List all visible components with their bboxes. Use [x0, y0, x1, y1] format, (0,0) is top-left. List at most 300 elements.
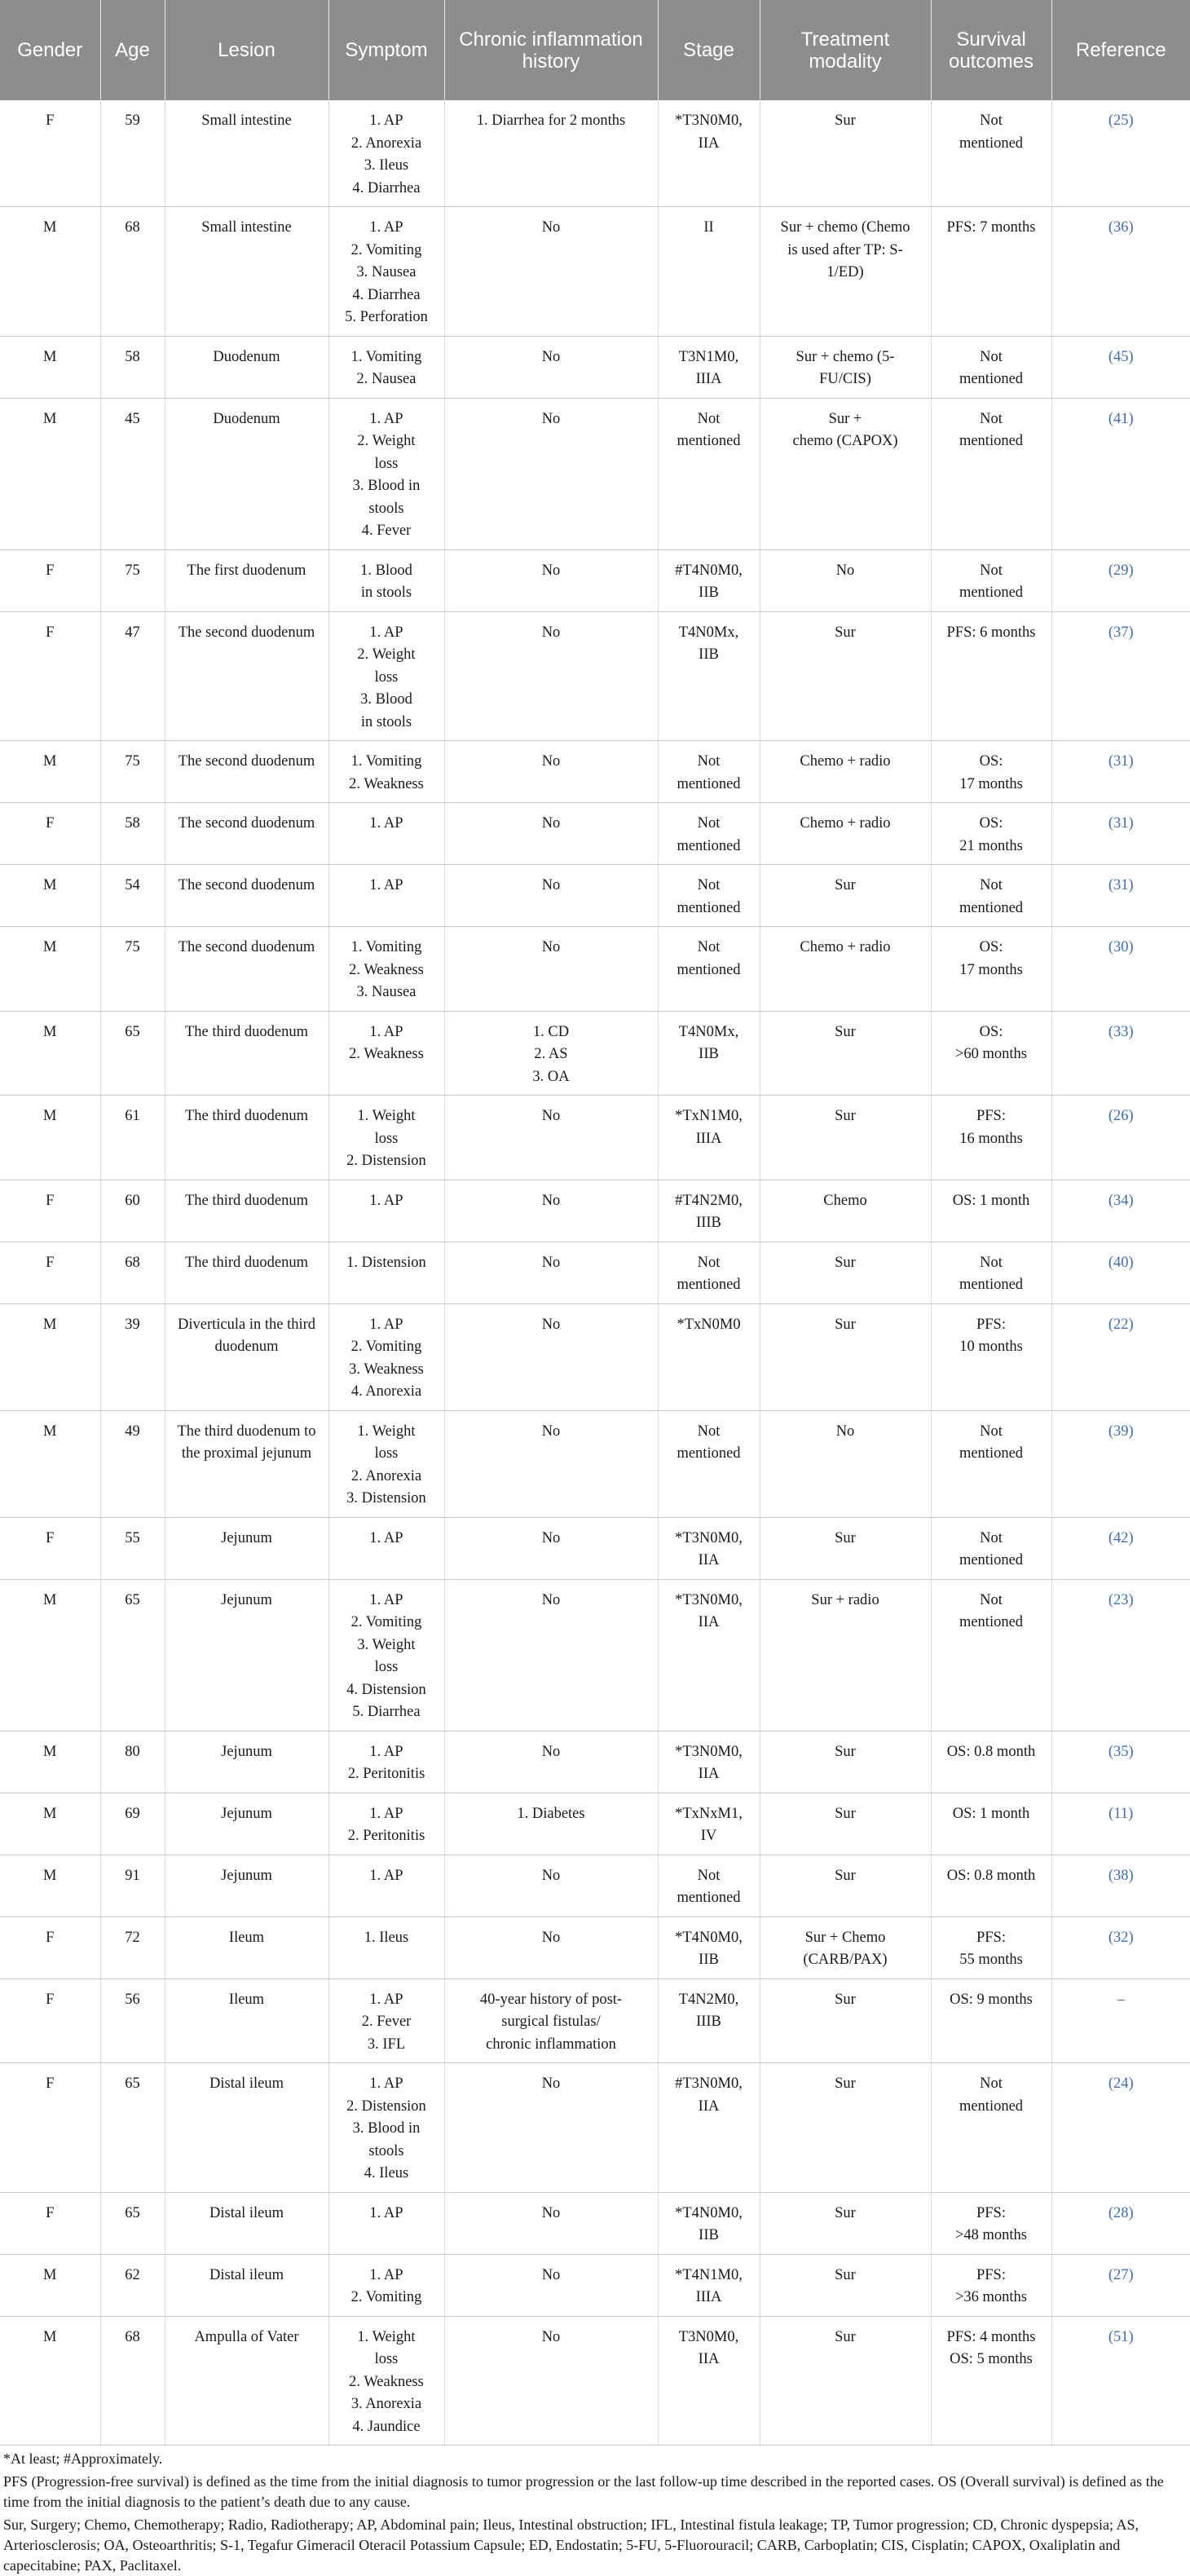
cell-age: 45	[100, 398, 165, 549]
cell-reference[interactable]: (36)	[1051, 207, 1190, 337]
table-row	[0, 1978, 1190, 2063]
cell-age: 61	[100, 1096, 165, 1180]
table-row	[0, 1917, 1190, 1978]
cell-survival-line: PFS:	[976, 1316, 1006, 1333]
cell-treatment	[760, 1731, 931, 1793]
cell-survival-line: OS:	[979, 1023, 1003, 1040]
cell-survival-line: mentioned	[959, 135, 1024, 152]
cell-gender: M	[0, 207, 100, 337]
cell-stage	[658, 803, 760, 865]
cell-reference[interactable]: (31)	[1051, 803, 1190, 865]
cell-inflammation-history	[444, 611, 658, 741]
cell-age: 69	[100, 1793, 165, 1855]
cell-reference[interactable]: (33)	[1051, 1011, 1190, 1096]
cell-symptom-line: 3. Distension	[346, 1490, 426, 1506]
cell-survival-line: mentioned	[959, 1445, 1024, 1462]
cell-treatment	[760, 1855, 931, 1917]
cell-survival	[931, 1517, 1051, 1579]
cell-treatment-line: (CARB/PAX)	[803, 1952, 888, 1968]
cell-stage-line: IIB	[699, 584, 719, 601]
table-row	[0, 1303, 1190, 1410]
table-row	[0, 803, 1190, 865]
table-row	[0, 1180, 1190, 1242]
cell-inflammation-history	[444, 1731, 658, 1793]
cell-reference[interactable]: (51)	[1051, 2316, 1190, 2446]
cell-survival-line: Not	[980, 562, 1003, 579]
cell-survival	[931, 1303, 1051, 1410]
cell-inflammation-history-line: No	[541, 815, 561, 831]
cell-survival-line: 55 months	[959, 1952, 1023, 1968]
cell-stage	[658, 2254, 760, 2316]
cell-stage-line: T3N1M0,	[678, 348, 739, 365]
cell-survival-line: PFS: 7 months	[946, 219, 1036, 236]
cell-lesion: Distal ileum	[165, 2254, 328, 2316]
table-row	[0, 100, 1190, 207]
cell-stage	[658, 549, 760, 611]
cell-survival	[931, 927, 1051, 1012]
cell-treatment	[760, 1180, 931, 1242]
cell-stage-line: *T3N0M0,	[675, 1591, 743, 1608]
cell-survival-line: mentioned	[959, 1552, 1024, 1568]
cell-survival-line: 21 months	[959, 837, 1023, 854]
cell-lesion: Ileum	[165, 1917, 328, 1978]
cell-treatment-line: Sur + chemo (Chemo	[780, 219, 910, 236]
cell-stage-line: Not	[697, 815, 721, 831]
cell-survival-line: OS:	[979, 939, 1003, 955]
cell-symptom-line: 2. Weight	[357, 433, 416, 449]
cell-survival	[931, 1978, 1051, 2063]
cell-stage-line: #T4N0M0,	[675, 562, 743, 579]
cell-inflammation-history-line: No	[541, 219, 561, 236]
cell-reference[interactable]: (26)	[1051, 1096, 1190, 1180]
cell-symptom-line: 3. Blood in	[352, 478, 421, 494]
cell-treatment	[760, 1517, 931, 1579]
cell-stage-line: *T4N0M0,	[675, 1929, 743, 1946]
cell-treatment	[760, 1011, 931, 1096]
cell-stage	[658, 2063, 760, 2193]
cell-gender: M	[0, 1793, 100, 1855]
footnote-symbols: *At least; #Approximately.	[3, 2450, 163, 2467]
cell-treatment	[760, 741, 931, 803]
cell-inflammation-history-line: 1. CD	[532, 1023, 570, 1040]
cell-symptom-line: 2. Weakness	[349, 961, 424, 978]
cell-treatment	[760, 1793, 931, 1855]
cell-survival-line: mentioned	[959, 584, 1024, 601]
cell-treatment	[760, 1410, 931, 1517]
cell-inflammation-history	[444, 1517, 658, 1579]
cell-survival-line: Not	[980, 112, 1003, 129]
cell-stage-line: Not	[697, 753, 721, 770]
cell-symptom	[328, 1855, 444, 1917]
cell-symptom-line: 1. AP	[369, 1867, 403, 1884]
cell-survival-line: OS: 9 months	[950, 1991, 1033, 2008]
cell-inflammation-history	[444, 803, 658, 865]
table-row	[0, 1410, 1190, 1517]
cell-symptom	[328, 2192, 444, 2254]
cell-treatment-line: Sur	[835, 1991, 856, 2008]
cell-reference[interactable]: (45)	[1051, 336, 1190, 398]
cell-stage	[658, 207, 760, 337]
cell-stage	[658, 1978, 760, 2063]
cell-inflammation-history-line: chronic inflammation	[486, 2036, 616, 2053]
cell-symptom	[328, 1410, 444, 1517]
cell-stage-line: T3N0M0,	[678, 2328, 739, 2345]
cell-age: 65	[100, 1579, 165, 1731]
cell-symptom-line: 2. Fever	[361, 2014, 412, 2030]
cell-stage	[658, 336, 760, 398]
cell-stage	[658, 100, 760, 207]
cell-stage-line: IIIA	[695, 2289, 722, 2305]
cell-survival	[931, 803, 1051, 865]
cell-stage	[658, 1410, 760, 1517]
cell-gender: F	[0, 1180, 100, 1242]
cell-stage-line: T4N0Mx,	[678, 624, 739, 641]
header-symptom: Symptom	[328, 0, 444, 100]
cell-symptom-line: 2. Peritonitis	[347, 1828, 425, 1844]
cell-treatment-line: Sur +	[828, 410, 862, 427]
cell-reference[interactable]: (30)	[1051, 927, 1190, 1012]
table-row	[0, 336, 1190, 398]
cell-survival-line: Not	[980, 348, 1003, 365]
cell-stage-line: *T4N0M0,	[675, 2204, 743, 2221]
cell-age: 75	[100, 741, 165, 803]
cell-symptom-line: 2. Weakness	[349, 2373, 424, 2390]
cell-stage-line: *TxN0M0	[677, 1316, 741, 1333]
cell-reference[interactable]: (31)	[1051, 741, 1190, 803]
cell-reference[interactable]: –	[1051, 1978, 1190, 2063]
cell-age: 75	[100, 927, 165, 1012]
cell-stage-line: Not	[697, 939, 721, 955]
cell-gender: M	[0, 1855, 100, 1917]
cell-survival-line: mentioned	[959, 2097, 1024, 2115]
cell-reference[interactable]: (39)	[1051, 1410, 1190, 1517]
cell-treatment	[760, 2316, 931, 2446]
cell-stage-line: Not	[697, 410, 721, 427]
cell-inflammation-history	[444, 398, 658, 549]
cell-treatment-line: chemo (CAPOX)	[792, 433, 898, 449]
cell-survival	[931, 865, 1051, 927]
cell-survival-line: PFS:	[976, 2266, 1006, 2283]
cell-symptom-line: 2. Distension	[346, 2097, 426, 2115]
cell-survival-line: 17 months	[959, 775, 1023, 792]
cell-treatment-line: Sur	[835, 1023, 856, 1040]
cell-survival-line: mentioned	[959, 899, 1024, 916]
cell-inflammation-history	[444, 1242, 658, 1303]
cell-reference[interactable]: (37)	[1051, 611, 1190, 741]
cell-reference[interactable]: (42)	[1051, 1517, 1190, 1579]
table-body	[0, 100, 1190, 2446]
cell-symptom-line: in stools	[360, 584, 412, 601]
header-reference: Reference	[1051, 0, 1190, 100]
cell-inflammation-history-line: No	[541, 753, 561, 770]
cell-symptom-line: 3. IFL	[367, 2036, 406, 2053]
cell-age: 56	[100, 1978, 165, 2063]
cell-reference[interactable]: (32)	[1051, 1917, 1190, 1978]
cell-survival-line: >48 months	[954, 2227, 1028, 2243]
cell-reference[interactable]: (41)	[1051, 398, 1190, 549]
cell-symptom-line: 1. Distension	[346, 1254, 426, 1271]
table-row	[0, 1517, 1190, 1579]
table-row	[0, 1731, 1190, 1793]
header-treatment-modality: Treatment modality	[760, 0, 931, 100]
cell-symptom-line: 4. Anorexia	[350, 1383, 422, 1400]
cell-symptom-line: loss	[374, 1445, 399, 1462]
cell-lesion: Duodenum	[165, 398, 328, 549]
cell-survival-line: mentioned	[959, 433, 1024, 449]
cell-gender: M	[0, 741, 100, 803]
cell-reference[interactable]: (24)	[1051, 2063, 1190, 2193]
cell-stage-line: mentioned	[677, 1445, 741, 1462]
cell-survival-line: OS: 1 month	[952, 1805, 1030, 1822]
cell-inflammation-history	[444, 1410, 658, 1517]
cell-reference[interactable]: (27)	[1051, 2254, 1190, 2316]
cell-inflammation-history-line: No	[541, 348, 561, 365]
cell-symptom-line: 2. Peritonitis	[347, 1766, 425, 1782]
cell-gender: M	[0, 2254, 100, 2316]
cell-lesion: Jejunum	[165, 1579, 328, 1731]
cell-stage	[658, 1517, 760, 1579]
cell-symptom-line: 5. Diarrhea	[352, 1704, 421, 1720]
cell-treatment	[760, 1917, 931, 1978]
cell-symptom	[328, 2254, 444, 2316]
cell-survival-line: Not	[980, 877, 1003, 893]
cell-stage-line: IV	[700, 1828, 717, 1844]
table-row	[0, 1242, 1190, 1303]
cell-lesion: Ileum	[165, 1978, 328, 2063]
cell-reference[interactable]: (34)	[1051, 1180, 1190, 1242]
cell-treatment	[760, 803, 931, 865]
cell-reference[interactable]: (35)	[1051, 1731, 1190, 1793]
cell-stage	[658, 741, 760, 803]
cell-reference[interactable]: (23)	[1051, 1579, 1190, 1731]
cell-symptom-line: 3. Nausea	[356, 264, 416, 280]
cell-survival	[931, 398, 1051, 549]
cell-inflammation-history-line: No	[541, 1929, 561, 1946]
cell-symptom-line: 1. Vomiting	[350, 939, 422, 955]
cell-age: 65	[100, 1011, 165, 1096]
cell-treatment	[760, 100, 931, 207]
cell-age: 75	[100, 549, 165, 611]
cell-gender: F	[0, 1242, 100, 1303]
cell-inflammation-history	[444, 741, 658, 803]
cell-symptom	[328, 1579, 444, 1731]
table-row	[0, 2063, 1190, 2193]
cell-stage	[658, 398, 760, 549]
table-row	[0, 549, 1190, 611]
cell-treatment-line: Sur	[835, 1254, 856, 1271]
cell-gender: F	[0, 100, 100, 207]
cell-stage-line: IIA	[698, 1766, 720, 1782]
cell-stage	[658, 2316, 760, 2446]
table-header-row	[0, 0, 1190, 100]
cell-survival-line: mentioned	[959, 1277, 1024, 1293]
cell-lesion: Distal ileum	[165, 2063, 328, 2193]
cell-symptom-line: 4. Diarrhea	[352, 179, 421, 196]
cell-survival-line: >60 months	[954, 1046, 1028, 1062]
cell-age: 59	[100, 100, 165, 207]
cell-survival-line: Not	[980, 1254, 1003, 1271]
cell-age: 58	[100, 336, 165, 398]
cell-symptom-line: 3. Blood	[360, 691, 412, 708]
cell-treatment	[760, 207, 931, 337]
cell-symptom-line: 1. AP	[369, 219, 403, 236]
cell-survival	[931, 2063, 1051, 2193]
cell-age: 47	[100, 611, 165, 741]
cell-survival-line: Not	[980, 2075, 1003, 2092]
cell-gender: M	[0, 1011, 100, 1096]
cell-age: 65	[100, 2063, 165, 2193]
cell-reference[interactable]: (29)	[1051, 549, 1190, 611]
cell-treatment-line: Sur + radio	[811, 1591, 879, 1608]
cell-symptom-line: 4. Distension	[346, 1681, 426, 1698]
table-row	[0, 611, 1190, 741]
cell-inflammation-history-line: No	[541, 410, 561, 427]
cell-survival-line: >36 months	[954, 2289, 1028, 2305]
cell-age: 62	[100, 2254, 165, 2316]
cell-survival-line: 17 months	[959, 961, 1023, 978]
cell-symptom-line: 2. Weakness	[349, 1046, 424, 1062]
cell-survival	[931, 2254, 1051, 2316]
cell-stage-line: IIIB	[696, 1215, 721, 1231]
cell-inflammation-history-line: No	[541, 877, 561, 893]
cell-treatment-line: FU/CIS)	[819, 371, 871, 387]
cell-age: 39	[100, 1303, 165, 1410]
cell-inflammation-history	[444, 1303, 658, 1410]
cell-stage-line: mentioned	[677, 837, 741, 854]
table-row	[0, 1579, 1190, 1731]
cell-survival	[931, 1180, 1051, 1242]
cell-inflammation-history-line: No	[541, 562, 561, 579]
cell-symptom	[328, 1096, 444, 1180]
cell-symptom	[328, 2063, 444, 2193]
cell-survival-line: Not	[980, 1591, 1003, 1608]
cell-treatment	[760, 336, 931, 398]
cell-stage-line: IIIA	[695, 371, 722, 387]
cell-reference[interactable]: (22)	[1051, 1303, 1190, 1410]
cell-stage-line: *T4N1M0,	[675, 2266, 743, 2283]
cell-survival-line: OS: 5 months	[950, 2351, 1033, 2367]
cell-age: 60	[100, 1180, 165, 1242]
cell-inflammation-history-line: 1. Diarrhea for 2 months	[476, 112, 626, 129]
cell-survival	[931, 1855, 1051, 1917]
header-survival-outcomes: Survival outcomes	[931, 0, 1051, 100]
cell-stage-line: Not	[697, 877, 721, 893]
cell-stage-line: IIB	[699, 2227, 719, 2243]
cell-lesion: The second duodenum	[165, 611, 328, 741]
cell-symptom-line: 4. Jaundice	[352, 2418, 421, 2435]
cell-symptom	[328, 207, 444, 337]
cell-symptom-line: 1. Weight	[357, 2328, 416, 2345]
cell-inflammation-history-line: No	[541, 2266, 561, 2283]
cell-survival-line: OS: 1 month	[952, 1192, 1030, 1209]
cell-stage-line: *T3N0M0,	[675, 1529, 743, 1546]
cell-age: 72	[100, 1917, 165, 1978]
cell-gender: M	[0, 1731, 100, 1793]
cell-stage-line: Not	[697, 1254, 721, 1271]
cell-survival	[931, 741, 1051, 803]
cell-symptom-line: 3. Ileus	[364, 157, 409, 174]
cell-symptom-line: 2. Anorexia	[350, 1467, 422, 1484]
table-row	[0, 865, 1190, 927]
cell-survival	[931, 1096, 1051, 1180]
cell-gender: F	[0, 2192, 100, 2254]
cell-inflammation-history-line: No	[541, 1591, 561, 1608]
cell-reference[interactable]: (40)	[1051, 1242, 1190, 1303]
cell-symptom-line: in stools	[360, 713, 412, 730]
cell-reference[interactable]: (11)	[1051, 1793, 1190, 1855]
cell-stage	[658, 1096, 760, 1180]
cell-lesion: The third duodenum	[165, 1242, 328, 1303]
cell-reference[interactable]: (31)	[1051, 865, 1190, 927]
cell-symptom-line: 1. AP	[369, 1591, 403, 1608]
cell-stage-line: IIA	[698, 2351, 720, 2367]
cell-stage-line: mentioned	[677, 1890, 741, 1906]
cell-treatment	[760, 611, 931, 741]
cell-survival	[931, 611, 1051, 741]
cell-gender: M	[0, 865, 100, 927]
cell-inflammation-history	[444, 2316, 658, 2446]
cell-symptom-line: 1. AP	[369, 1023, 403, 1040]
cell-stage	[658, 2192, 760, 2254]
cell-treatment-line: Sur	[835, 1316, 856, 1333]
cell-survival-line: OS:	[979, 753, 1003, 770]
cell-lesion: Duodenum	[165, 336, 328, 398]
cell-lesion: Jejunum	[165, 1793, 328, 1855]
cell-survival-line: PFS:	[976, 1929, 1006, 1946]
cell-age: 68	[100, 1242, 165, 1303]
cell-age: 58	[100, 803, 165, 865]
cell-inflammation-history	[444, 1579, 658, 1731]
cell-inflammation-history-line: No	[541, 1529, 561, 1546]
cell-survival	[931, 336, 1051, 398]
cell-symptom	[328, 927, 444, 1012]
cell-stage-line: IIA	[698, 1552, 720, 1568]
cell-reference[interactable]: (28)	[1051, 2192, 1190, 2254]
cell-symptom-line: 2. Vomiting	[350, 2289, 422, 2305]
cell-reference[interactable]: (38)	[1051, 1855, 1190, 1917]
cell-inflammation-history	[444, 1793, 658, 1855]
cell-stage	[658, 1242, 760, 1303]
cell-stage-line: *T3N0M0,	[675, 112, 743, 129]
cell-inflammation-history	[444, 865, 658, 927]
cell-survival	[931, 2316, 1051, 2446]
cell-treatment-line: Sur	[835, 2266, 856, 2283]
table-row	[0, 1855, 1190, 1917]
cell-symptom	[328, 1303, 444, 1410]
cell-survival-line: mentioned	[959, 371, 1024, 387]
cell-symptom-line: loss	[374, 668, 399, 686]
cell-symptom	[328, 803, 444, 865]
cell-stage-line: IIB	[699, 646, 719, 663]
cell-stage-line: *TxNxM1,	[675, 1805, 743, 1822]
cell-survival-line: mentioned	[959, 1614, 1024, 1630]
cell-symptom-line: 1. Weight	[357, 1423, 416, 1440]
header-stage: Stage	[658, 0, 760, 100]
cell-stage-line: IIB	[699, 1952, 719, 1968]
cell-symptom-line: 1. AP	[369, 112, 403, 129]
cell-symptom-line: 1. AP	[369, 1743, 403, 1760]
cell-symptom-line: 4. Diarrhea	[352, 286, 421, 303]
cell-inflammation-history-line: No	[541, 624, 561, 641]
cell-symptom	[328, 741, 444, 803]
footnote-abbreviations: Sur, Surgery; Chemo, Chemotherapy; Radio, Radiotherapy; AP, Abdominal pain; Ileus, Intestinal obstruction; IFL, Intestinal fistula leakage; TP, Tumor progression; CD, Chronic dyspepsia; AS, Arteriosclerosis; OA, Osteoarthritis; S-1, Tegafur Gimeracil Oteracil Potassium Capsule; ED, Endostatin; 5-FU, 5-Fluorouracil; CARB, Carboplatin; CIS, Cisplatin; CAPOX, Oxaliplatin and capecitabine; PAX, Paclitaxel.	[3, 2516, 1139, 2574]
cell-reference[interactable]: (25)	[1051, 100, 1190, 207]
cell-survival	[931, 1731, 1051, 1793]
cell-inflammation-history	[444, 1096, 658, 1180]
cell-treatment	[760, 2254, 931, 2316]
cell-inflammation-history	[444, 1011, 658, 1096]
cell-treatment-line: Sur	[835, 877, 856, 893]
